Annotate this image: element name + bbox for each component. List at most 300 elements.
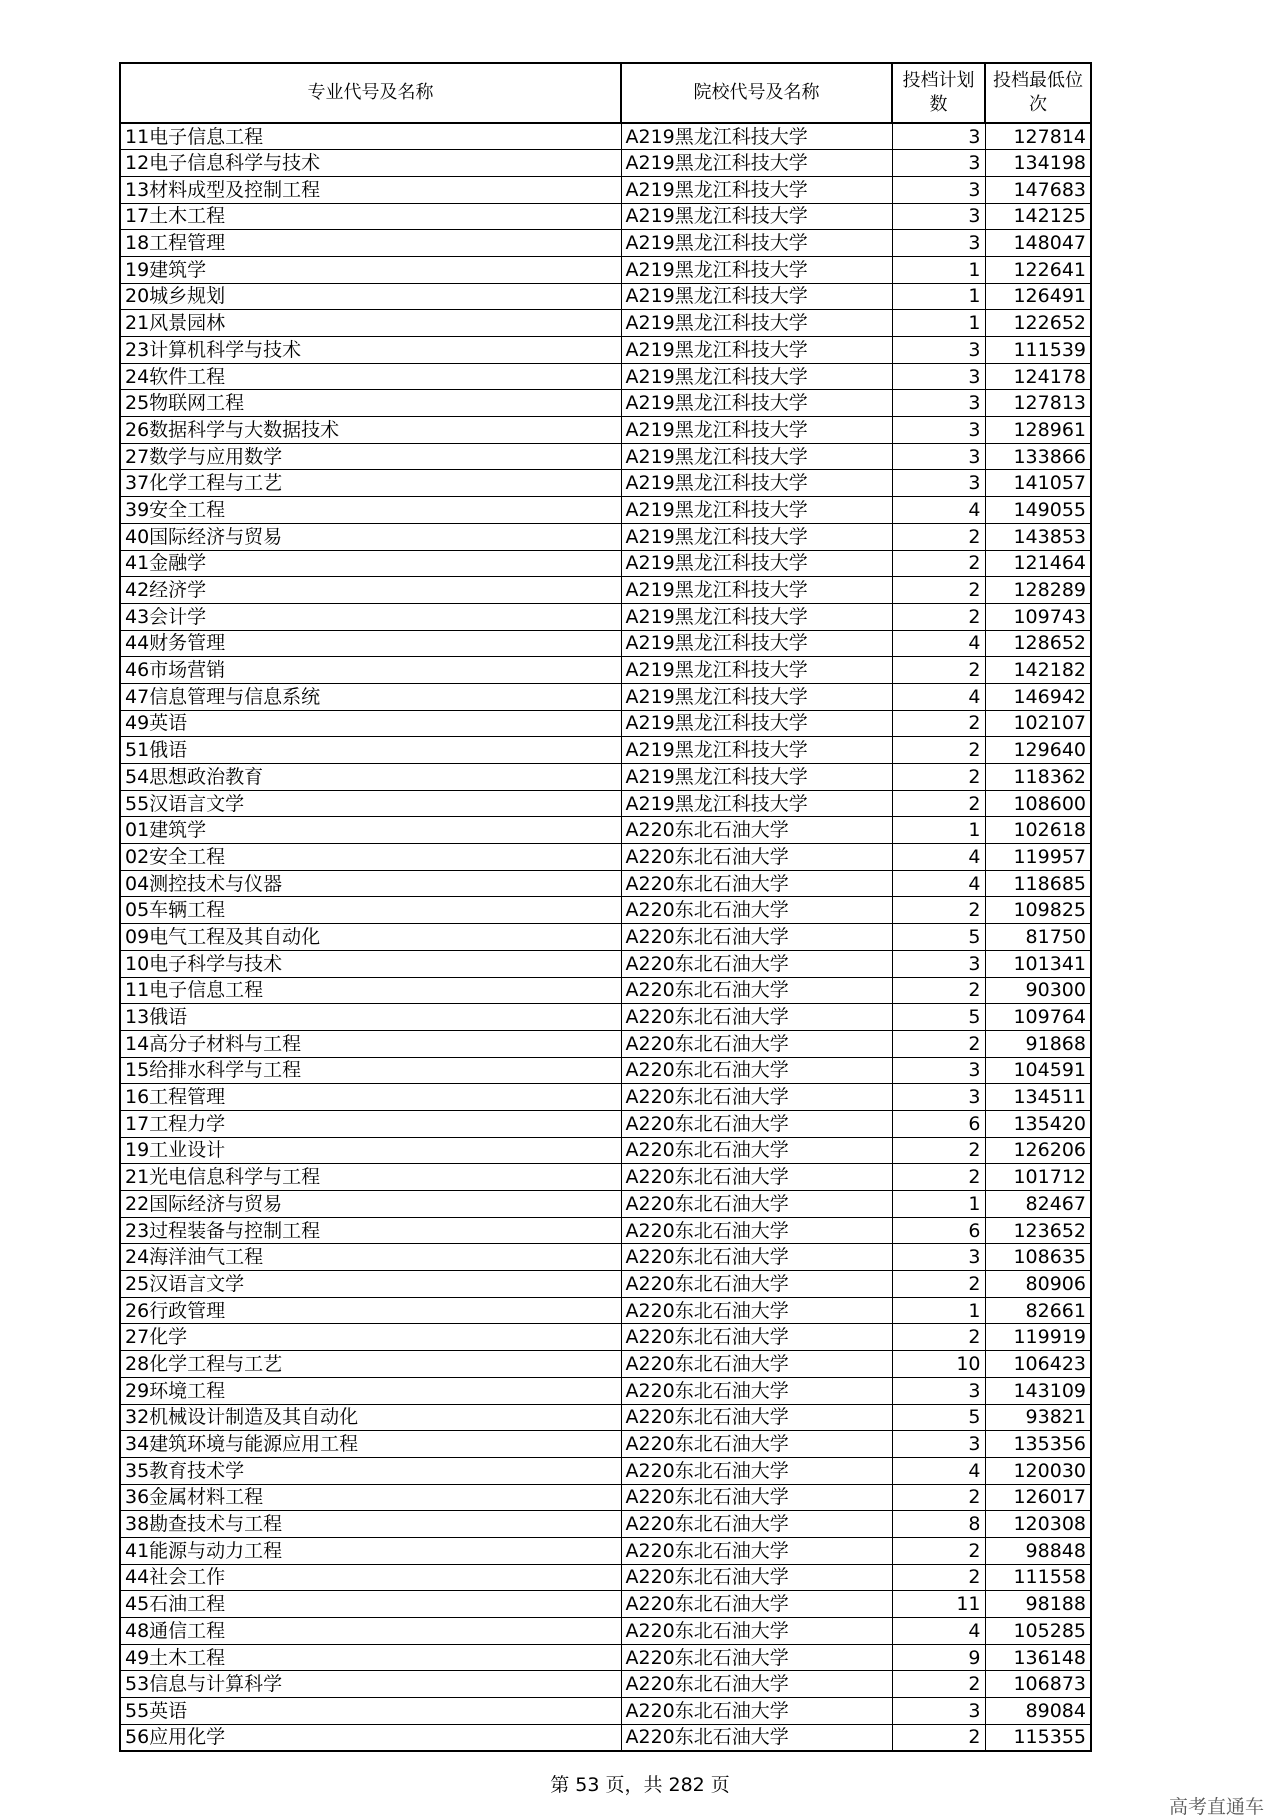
cell-major: 27数学与应用数学 <box>120 443 621 470</box>
cell-major: 48通信工程 <box>120 1618 621 1645</box>
cell-plan-count: 1 <box>892 1191 985 1218</box>
cell-school: A220东北石油大学 <box>621 1191 892 1218</box>
table-row <box>120 1431 1091 1458</box>
cell-school: A220东北石油大学 <box>621 1431 892 1458</box>
cell-min-rank: 143853 <box>985 523 1091 550</box>
cell-school: A219黑龙江科技大学 <box>621 470 892 497</box>
cell-school: A219黑龙江科技大学 <box>621 443 892 470</box>
cell-plan-count: 3 <box>892 1431 985 1458</box>
cell-school: A220东北石油大学 <box>621 817 892 844</box>
table-row <box>120 337 1091 364</box>
cell-min-rank: 126206 <box>985 1137 1091 1164</box>
header-major: 专业代号及名称 <box>120 63 621 123</box>
cell-major: 19建筑学 <box>120 256 621 283</box>
cell-min-rank: 135356 <box>985 1431 1091 1458</box>
table-row <box>120 1644 1091 1671</box>
cell-plan-count: 1 <box>892 283 985 310</box>
cell-plan-count: 2 <box>892 710 985 737</box>
cell-major: 29环境工程 <box>120 1377 621 1404</box>
cell-min-rank: 149055 <box>985 497 1091 524</box>
table-row <box>120 1591 1091 1618</box>
cell-major: 44财务管理 <box>120 630 621 657</box>
cell-min-rank: 93821 <box>985 1404 1091 1431</box>
cell-plan-count: 2 <box>892 603 985 630</box>
table-row <box>120 1724 1091 1751</box>
cell-plan-count: 1 <box>892 310 985 337</box>
cell-major: 11电子信息工程 <box>120 123 621 150</box>
cell-plan-count: 4 <box>892 1618 985 1645</box>
table-row <box>120 1324 1091 1351</box>
cell-school: A220东北石油大学 <box>621 950 892 977</box>
cell-plan-count: 3 <box>892 417 985 444</box>
cell-school: A219黑龙江科技大学 <box>621 603 892 630</box>
cell-plan-count: 2 <box>892 977 985 1004</box>
cell-plan-count: 2 <box>892 577 985 604</box>
header-plan-count: 投档计划数 <box>892 63 985 123</box>
table-row <box>120 870 1091 897</box>
cell-plan-count: 3 <box>892 470 985 497</box>
table-row <box>120 817 1091 844</box>
cell-plan-count: 3 <box>892 443 985 470</box>
cell-min-rank: 128961 <box>985 417 1091 444</box>
cell-min-rank: 128652 <box>985 630 1091 657</box>
table-row <box>120 657 1091 684</box>
cell-major: 19工业设计 <box>120 1137 621 1164</box>
table-body <box>120 123 1091 1751</box>
cell-major: 47信息管理与信息系统 <box>120 683 621 710</box>
cell-min-rank: 108635 <box>985 1244 1091 1271</box>
cell-major: 39安全工程 <box>120 497 621 524</box>
cell-school: A220东北石油大学 <box>621 1057 892 1084</box>
cell-min-rank: 105285 <box>985 1618 1091 1645</box>
cell-plan-count: 10 <box>892 1351 985 1378</box>
cell-plan-count: 6 <box>892 1110 985 1137</box>
table-row <box>120 1484 1091 1511</box>
cell-plan-count: 6 <box>892 1217 985 1244</box>
cell-major: 25物联网工程 <box>120 390 621 417</box>
cell-plan-count: 2 <box>892 657 985 684</box>
cell-major: 21光电信息科学与工程 <box>120 1164 621 1191</box>
cell-min-rank: 122652 <box>985 310 1091 337</box>
table-row <box>120 123 1091 150</box>
table-row <box>120 710 1091 737</box>
cell-major: 26行政管理 <box>120 1297 621 1324</box>
cell-school: A220东北石油大学 <box>621 1244 892 1271</box>
cell-min-rank: 120308 <box>985 1511 1091 1538</box>
cell-major: 26数据科学与大数据技术 <box>120 417 621 444</box>
cell-plan-count: 2 <box>892 764 985 791</box>
cell-min-rank: 118685 <box>985 870 1091 897</box>
cell-major: 17土木工程 <box>120 203 621 230</box>
cell-min-rank: 111558 <box>985 1564 1091 1591</box>
cell-plan-count: 1 <box>892 817 985 844</box>
cell-major: 55汉语言文学 <box>120 790 621 817</box>
page-number: 第 53 页，共 282 页 <box>550 1774 730 1796</box>
cell-plan-count: 2 <box>892 1484 985 1511</box>
cell-plan-count: 2 <box>892 1724 985 1751</box>
table-row <box>120 363 1091 390</box>
table-row <box>120 1030 1091 1057</box>
table-row <box>120 897 1091 924</box>
cell-school: A219黑龙江科技大学 <box>621 764 892 791</box>
table-row <box>120 977 1091 1004</box>
cell-school: A219黑龙江科技大学 <box>621 337 892 364</box>
cell-plan-count: 2 <box>892 1030 985 1057</box>
cell-plan-count: 2 <box>892 1324 985 1351</box>
table-row <box>120 1377 1091 1404</box>
cell-min-rank: 109764 <box>985 1004 1091 1031</box>
header-min-rank: 投档最低位次 <box>985 63 1091 123</box>
cell-min-rank: 121464 <box>985 550 1091 577</box>
table-row <box>120 1217 1091 1244</box>
cell-school: A220东北石油大学 <box>621 1618 892 1645</box>
cell-major: 13俄语 <box>120 1004 621 1031</box>
cell-plan-count: 2 <box>892 1164 985 1191</box>
cell-min-rank: 89084 <box>985 1698 1091 1725</box>
cell-major: 14高分子材料与工程 <box>120 1030 621 1057</box>
cell-min-rank: 119919 <box>985 1324 1091 1351</box>
cell-plan-count: 3 <box>892 1377 985 1404</box>
cell-plan-count: 3 <box>892 1244 985 1271</box>
cell-major: 05车辆工程 <box>120 897 621 924</box>
cell-major: 32机械设计制造及其自动化 <box>120 1404 621 1431</box>
cell-min-rank: 142182 <box>985 657 1091 684</box>
cell-school: A220东北石油大学 <box>621 1137 892 1164</box>
table-header-row <box>120 63 1091 123</box>
admission-table <box>119 62 1092 1752</box>
cell-plan-count: 4 <box>892 844 985 871</box>
cell-major: 09电气工程及其自动化 <box>120 924 621 951</box>
cell-min-rank: 141057 <box>985 470 1091 497</box>
cell-major: 42经济学 <box>120 577 621 604</box>
cell-min-rank: 148047 <box>985 230 1091 257</box>
cell-min-rank: 123652 <box>985 1217 1091 1244</box>
cell-min-rank: 106423 <box>985 1351 1091 1378</box>
cell-school: A220东北石油大学 <box>621 1004 892 1031</box>
cell-major: 25汉语言文学 <box>120 1271 621 1298</box>
cell-major: 16工程管理 <box>120 1084 621 1111</box>
cell-school: A219黑龙江科技大学 <box>621 230 892 257</box>
cell-min-rank: 102618 <box>985 817 1091 844</box>
cell-min-rank: 126491 <box>985 283 1091 310</box>
table-row <box>120 550 1091 577</box>
cell-major: 04测控技术与仪器 <box>120 870 621 897</box>
cell-plan-count: 5 <box>892 1004 985 1031</box>
cell-school: A220东北石油大学 <box>621 1030 892 1057</box>
cell-major: 45石油工程 <box>120 1591 621 1618</box>
cell-plan-count: 5 <box>892 1404 985 1431</box>
cell-major: 01建筑学 <box>120 817 621 844</box>
cell-min-rank: 127814 <box>985 123 1091 150</box>
table-row <box>120 603 1091 630</box>
table-row <box>120 1297 1091 1324</box>
cell-school: A220东北石油大学 <box>621 897 892 924</box>
table-row <box>120 310 1091 337</box>
cell-plan-count: 2 <box>892 1271 985 1298</box>
watermark-text: 高考直通车 <box>1168 1796 1264 1818</box>
cell-major: 38勘查技术与工程 <box>120 1511 621 1538</box>
table-row <box>120 1351 1091 1378</box>
cell-plan-count: 3 <box>892 1698 985 1725</box>
cell-school: A220东北石油大学 <box>621 1724 892 1751</box>
cell-plan-count: 3 <box>892 950 985 977</box>
cell-major: 54思想政治教育 <box>120 764 621 791</box>
table-row <box>120 1404 1091 1431</box>
cell-major: 40国际经济与贸易 <box>120 523 621 550</box>
table-row <box>120 1271 1091 1298</box>
table-row <box>120 1244 1091 1271</box>
cell-plan-count: 3 <box>892 390 985 417</box>
cell-plan-count: 4 <box>892 870 985 897</box>
table-row <box>120 764 1091 791</box>
cell-school: A219黑龙江科技大学 <box>621 417 892 444</box>
cell-major: 15给排水科学与工程 <box>120 1057 621 1084</box>
table-row <box>120 523 1091 550</box>
table-row <box>120 1004 1091 1031</box>
cell-school: A219黑龙江科技大学 <box>621 363 892 390</box>
cell-min-rank: 106873 <box>985 1671 1091 1698</box>
cell-min-rank: 98188 <box>985 1591 1091 1618</box>
cell-major: 35教育技术学 <box>120 1457 621 1484</box>
cell-min-rank: 120030 <box>985 1457 1091 1484</box>
cell-major: 11电子信息工程 <box>120 977 621 1004</box>
cell-school: A220东北石油大学 <box>621 844 892 871</box>
cell-min-rank: 143109 <box>985 1377 1091 1404</box>
table-row <box>120 176 1091 203</box>
table-row <box>120 283 1091 310</box>
cell-school: A219黑龙江科技大学 <box>621 710 892 737</box>
cell-school: A220东北石油大学 <box>621 1217 892 1244</box>
cell-plan-count: 2 <box>892 523 985 550</box>
cell-plan-count: 2 <box>892 790 985 817</box>
table-row <box>120 1618 1091 1645</box>
cell-plan-count: 5 <box>892 924 985 951</box>
cell-min-rank: 111539 <box>985 337 1091 364</box>
cell-min-rank: 82467 <box>985 1191 1091 1218</box>
cell-school: A219黑龙江科技大学 <box>621 150 892 177</box>
cell-major: 23过程装备与控制工程 <box>120 1217 621 1244</box>
cell-plan-count: 3 <box>892 337 985 364</box>
cell-school: A220东北石油大学 <box>621 1164 892 1191</box>
cell-min-rank: 115355 <box>985 1724 1091 1751</box>
cell-major: 46市场营销 <box>120 657 621 684</box>
table-row <box>120 630 1091 657</box>
cell-school: A219黑龙江科技大学 <box>621 657 892 684</box>
cell-major: 02安全工程 <box>120 844 621 871</box>
cell-plan-count: 2 <box>892 1137 985 1164</box>
table-row <box>120 1137 1091 1164</box>
cell-school: A220东北石油大学 <box>621 1377 892 1404</box>
cell-min-rank: 134511 <box>985 1084 1091 1111</box>
cell-major: 41金融学 <box>120 550 621 577</box>
cell-major: 22国际经济与贸易 <box>120 1191 621 1218</box>
cell-major: 12电子信息科学与技术 <box>120 150 621 177</box>
cell-school: A219黑龙江科技大学 <box>621 283 892 310</box>
cell-school: A220东北石油大学 <box>621 1698 892 1725</box>
cell-school: A219黑龙江科技大学 <box>621 523 892 550</box>
cell-min-rank: 136148 <box>985 1644 1091 1671</box>
cell-major: 24软件工程 <box>120 363 621 390</box>
header-school: 院校代号及名称 <box>621 63 892 123</box>
cell-plan-count: 3 <box>892 1057 985 1084</box>
cell-school: A220东北石油大学 <box>621 870 892 897</box>
cell-min-rank: 118362 <box>985 764 1091 791</box>
cell-min-rank: 101341 <box>985 950 1091 977</box>
cell-plan-count: 3 <box>892 1084 985 1111</box>
cell-min-rank: 135420 <box>985 1110 1091 1137</box>
cell-major: 51俄语 <box>120 737 621 764</box>
table-row <box>120 417 1091 444</box>
cell-plan-count: 3 <box>892 176 985 203</box>
cell-plan-count: 4 <box>892 683 985 710</box>
cell-plan-count: 8 <box>892 1511 985 1538</box>
cell-school: A220东北石油大学 <box>621 1457 892 1484</box>
cell-min-rank: 98848 <box>985 1537 1091 1564</box>
cell-school: A220东北石油大学 <box>621 1271 892 1298</box>
cell-plan-count: 2 <box>892 1564 985 1591</box>
cell-min-rank: 128289 <box>985 577 1091 604</box>
table-row <box>120 844 1091 871</box>
cell-school: A220东北石油大学 <box>621 1511 892 1538</box>
table-row <box>120 1084 1091 1111</box>
cell-min-rank: 124178 <box>985 363 1091 390</box>
cell-min-rank: 81750 <box>985 924 1091 951</box>
cell-plan-count: 2 <box>892 737 985 764</box>
cell-school: A220东北石油大学 <box>621 1671 892 1698</box>
table-row <box>120 1564 1091 1591</box>
cell-major: 53信息与计算科学 <box>120 1671 621 1698</box>
cell-school: A219黑龙江科技大学 <box>621 630 892 657</box>
table-row <box>120 1057 1091 1084</box>
cell-school: A219黑龙江科技大学 <box>621 790 892 817</box>
cell-plan-count: 1 <box>892 1297 985 1324</box>
cell-school: A220东北石油大学 <box>621 1591 892 1618</box>
table-row <box>120 1110 1091 1137</box>
table-row <box>120 470 1091 497</box>
cell-min-rank: 146942 <box>985 683 1091 710</box>
cell-min-rank: 101712 <box>985 1164 1091 1191</box>
table-row <box>120 203 1091 230</box>
cell-plan-count: 3 <box>892 230 985 257</box>
cell-school: A220东北石油大学 <box>621 1404 892 1431</box>
cell-plan-count: 4 <box>892 630 985 657</box>
cell-school: A220东北石油大学 <box>621 1644 892 1671</box>
cell-school: A220东北石油大学 <box>621 1351 892 1378</box>
table-row <box>120 737 1091 764</box>
cell-school: A219黑龙江科技大学 <box>621 176 892 203</box>
cell-plan-count: 2 <box>892 550 985 577</box>
cell-school: A219黑龙江科技大学 <box>621 577 892 604</box>
cell-plan-count: 3 <box>892 363 985 390</box>
cell-school: A219黑龙江科技大学 <box>621 550 892 577</box>
cell-min-rank: 119957 <box>985 844 1091 871</box>
cell-major: 34建筑环境与能源应用工程 <box>120 1431 621 1458</box>
cell-school: A219黑龙江科技大学 <box>621 123 892 150</box>
cell-major: 49土木工程 <box>120 1644 621 1671</box>
cell-major: 41能源与动力工程 <box>120 1537 621 1564</box>
table-row <box>120 497 1091 524</box>
cell-school: A219黑龙江科技大学 <box>621 737 892 764</box>
table-row <box>120 1698 1091 1725</box>
cell-school: A220东北石油大学 <box>621 1484 892 1511</box>
cell-plan-count: 9 <box>892 1644 985 1671</box>
cell-plan-count: 2 <box>892 1671 985 1698</box>
cell-school: A220东北石油大学 <box>621 1297 892 1324</box>
table-row <box>120 790 1091 817</box>
cell-school: A219黑龙江科技大学 <box>621 683 892 710</box>
cell-min-rank: 147683 <box>985 176 1091 203</box>
cell-plan-count: 4 <box>892 1457 985 1484</box>
cell-major: 28化学工程与工艺 <box>120 1351 621 1378</box>
cell-plan-count: 3 <box>892 123 985 150</box>
table-row <box>120 390 1091 417</box>
cell-min-rank: 127813 <box>985 390 1091 417</box>
table-row <box>120 1537 1091 1564</box>
cell-min-rank: 122641 <box>985 256 1091 283</box>
table-row <box>120 256 1091 283</box>
cell-school: A220东北石油大学 <box>621 977 892 1004</box>
cell-major: 49英语 <box>120 710 621 737</box>
table-row <box>120 230 1091 257</box>
table-row <box>120 1511 1091 1538</box>
cell-school: A220东北石油大学 <box>621 1537 892 1564</box>
cell-major: 43会计学 <box>120 603 621 630</box>
table-row <box>120 683 1091 710</box>
cell-major: 20城乡规划 <box>120 283 621 310</box>
cell-min-rank: 104591 <box>985 1057 1091 1084</box>
cell-min-rank: 102107 <box>985 710 1091 737</box>
cell-min-rank: 134198 <box>985 150 1091 177</box>
cell-major: 24海洋油气工程 <box>120 1244 621 1271</box>
cell-school: A219黑龙江科技大学 <box>621 390 892 417</box>
cell-school: A220东北石油大学 <box>621 1110 892 1137</box>
cell-min-rank: 90300 <box>985 977 1091 1004</box>
cell-school: A220东北石油大学 <box>621 924 892 951</box>
cell-major: 21风景园林 <box>120 310 621 337</box>
cell-major: 56应用化学 <box>120 1724 621 1751</box>
table-row <box>120 1191 1091 1218</box>
cell-school: A220东北石油大学 <box>621 1564 892 1591</box>
cell-major: 44社会工作 <box>120 1564 621 1591</box>
cell-plan-count: 3 <box>892 150 985 177</box>
cell-major: 55英语 <box>120 1698 621 1725</box>
table-row <box>120 1164 1091 1191</box>
cell-school: A220东北石油大学 <box>621 1084 892 1111</box>
cell-major: 13材料成型及控制工程 <box>120 176 621 203</box>
table-row <box>120 150 1091 177</box>
cell-min-rank: 109743 <box>985 603 1091 630</box>
cell-min-rank: 91868 <box>985 1030 1091 1057</box>
table-row <box>120 1671 1091 1698</box>
table-row <box>120 577 1091 604</box>
table-row <box>120 1457 1091 1484</box>
cell-plan-count: 2 <box>892 1537 985 1564</box>
cell-school: A219黑龙江科技大学 <box>621 203 892 230</box>
cell-min-rank: 142125 <box>985 203 1091 230</box>
cell-school: A219黑龙江科技大学 <box>621 310 892 337</box>
table-row <box>120 443 1091 470</box>
table-row <box>120 950 1091 977</box>
cell-major: 18工程管理 <box>120 230 621 257</box>
cell-plan-count: 11 <box>892 1591 985 1618</box>
cell-plan-count: 4 <box>892 497 985 524</box>
cell-major: 36金属材料工程 <box>120 1484 621 1511</box>
cell-major: 27化学 <box>120 1324 621 1351</box>
cell-plan-count: 3 <box>892 203 985 230</box>
cell-major: 17工程力学 <box>120 1110 621 1137</box>
cell-min-rank: 108600 <box>985 790 1091 817</box>
cell-school: A220东北石油大学 <box>621 1324 892 1351</box>
